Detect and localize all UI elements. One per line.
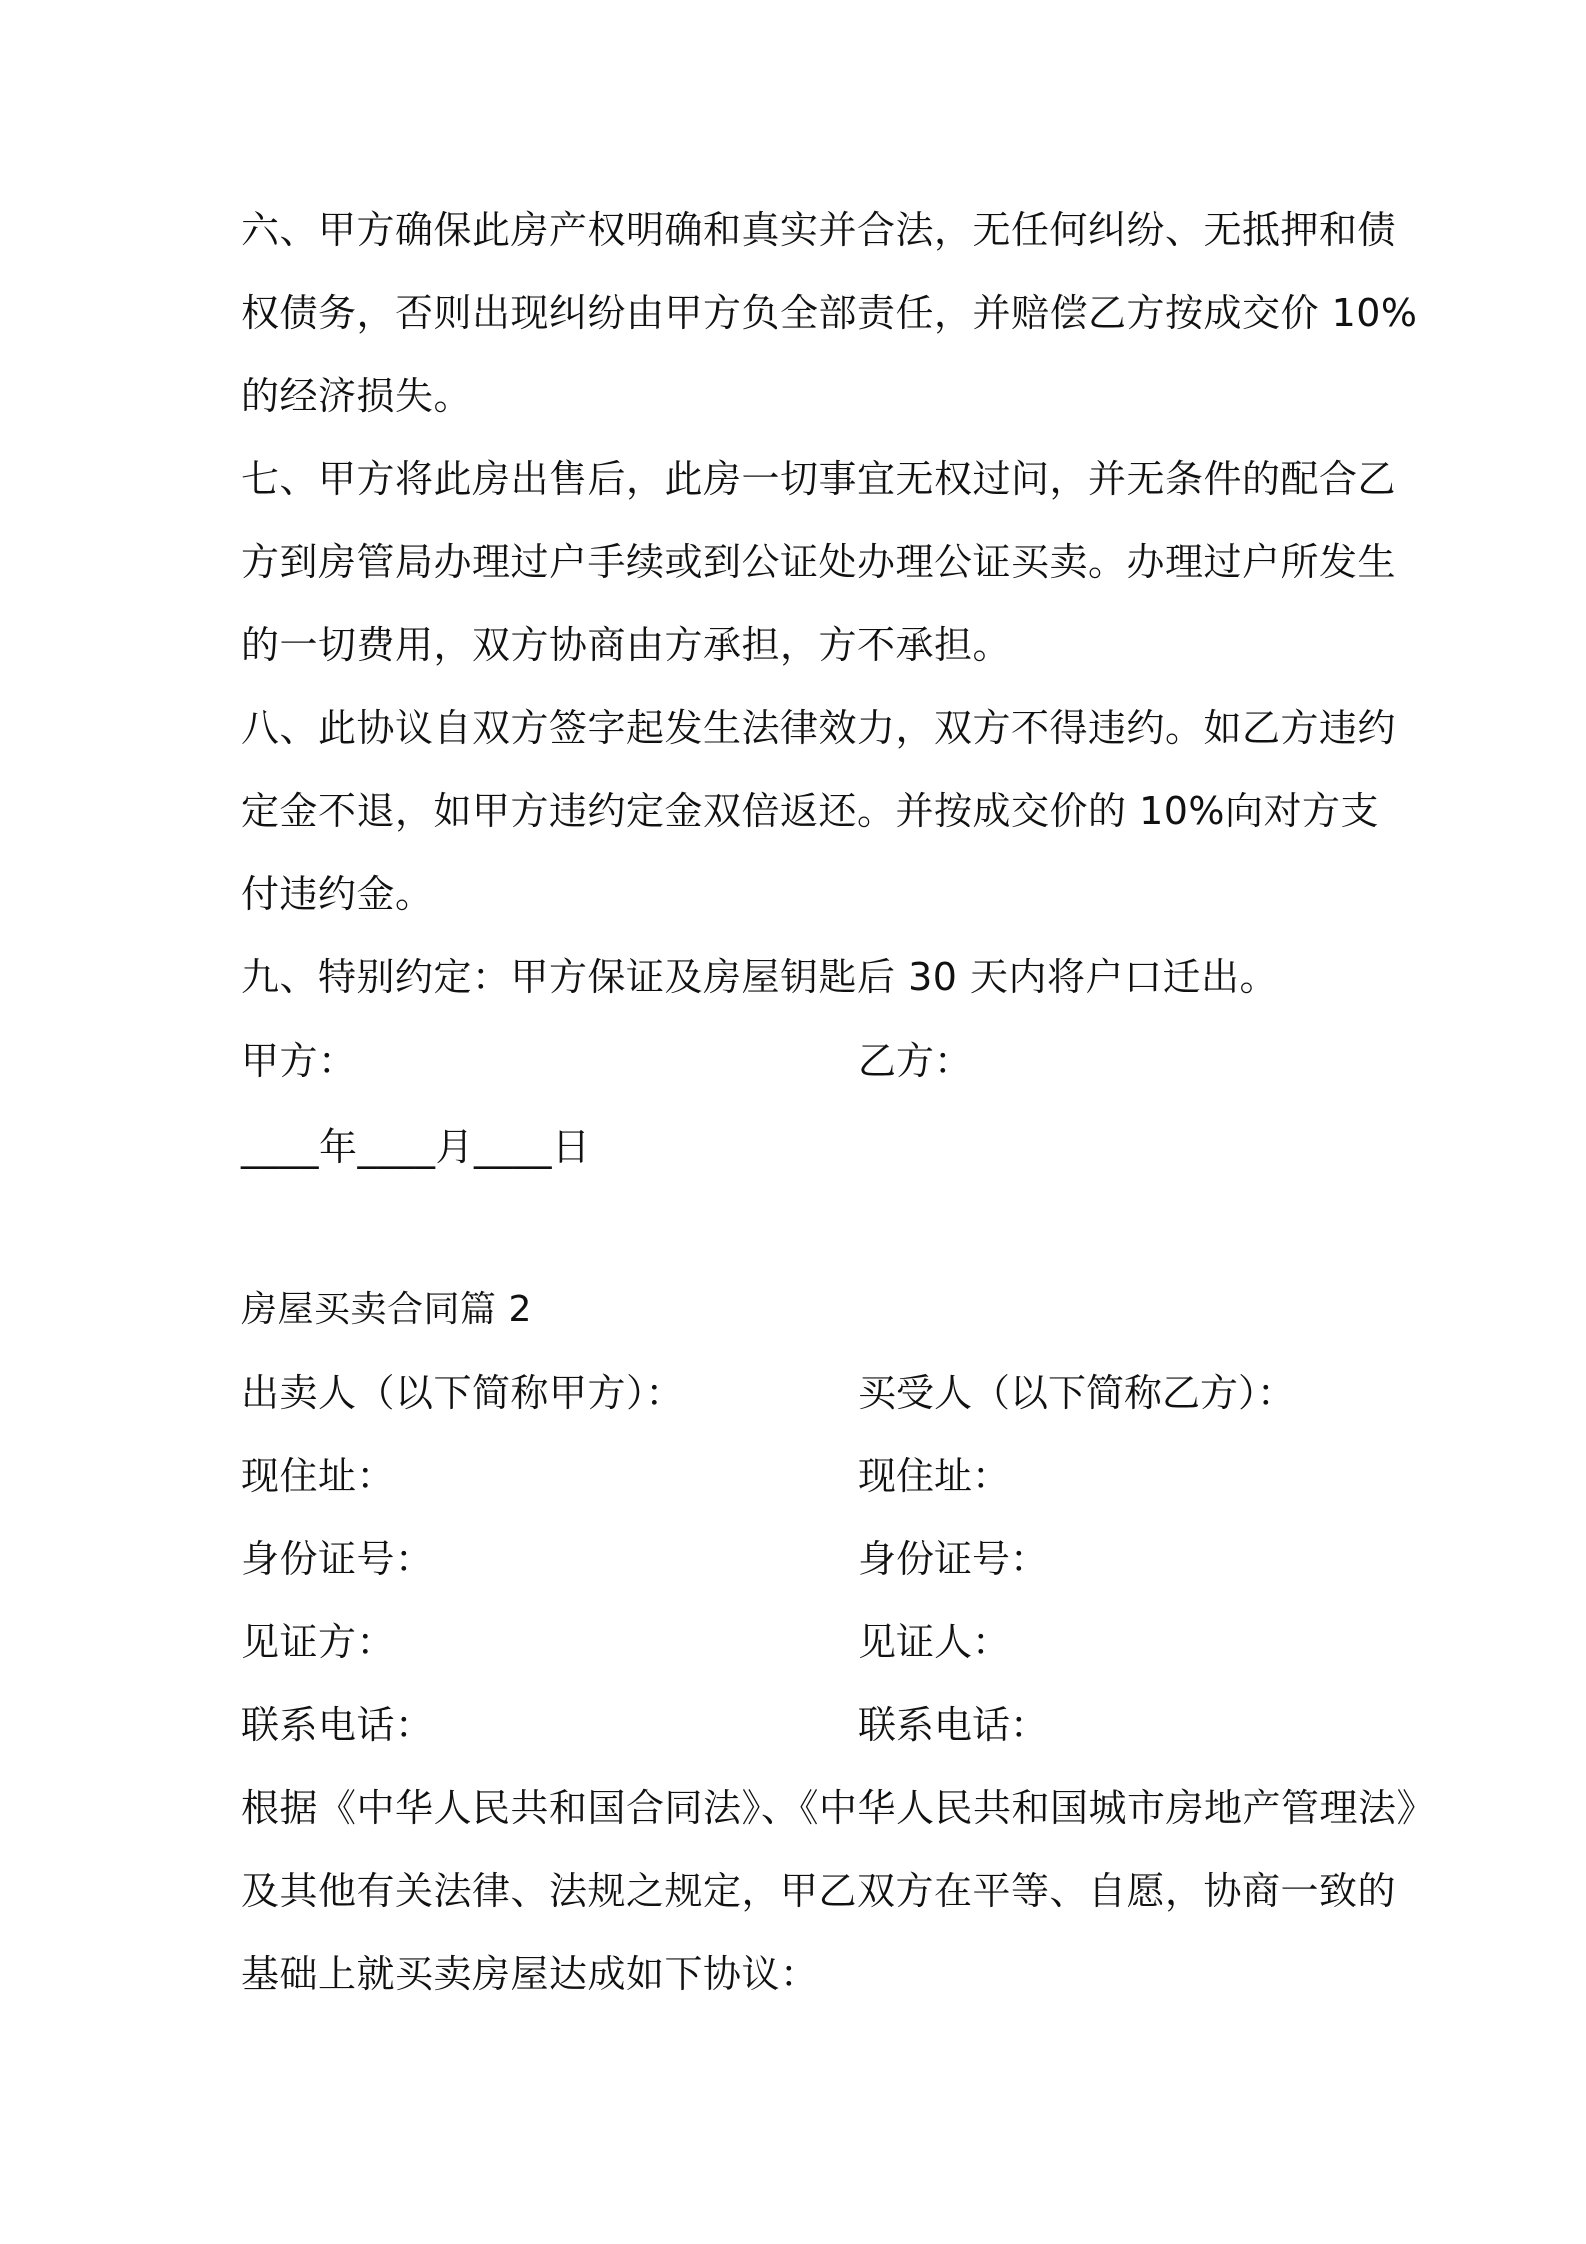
seller-label: 出卖人（以下简称甲方）：: [241, 1371, 685, 1415]
party-a-signature-label: 甲方：: [241, 1039, 357, 1083]
buyer-address-label: 现住址：: [858, 1454, 1011, 1498]
preamble-line-1: 根据《中华人民共和国合同法》、《中华人民共和国城市房地产管理法》: [241, 1786, 1436, 1830]
buyer-label: 买受人（以下简称乙方）：: [858, 1371, 1296, 1415]
buyer-phone-label: 联系电话：: [858, 1703, 1049, 1747]
clause-7-line-3: 的一切费用，双方协商由方承担，方不承担。: [241, 623, 1012, 667]
clause-6-line-2: 权债务，否则出现纠纷由甲方负全部责任，并赔偿乙方按成交价 10%: [241, 291, 1418, 335]
clause-7-line-1: 七、甲方将此房出售后，此房一切事宜无权过问，并无条件的配合乙: [241, 457, 1397, 501]
buyer-id-label: 身份证号：: [858, 1537, 1049, 1581]
clause-8-line-2: 定金不退，如甲方违约定金双倍返还。并按成交价的 10%向对方支: [241, 789, 1380, 833]
party-b-signature-label: 乙方：: [858, 1039, 973, 1083]
clause-8-line-1: 八、此协议自双方签字起发生法律效力，双方不得违约。如乙方违约: [241, 706, 1397, 750]
signature-date: ____年____月____日: [241, 1125, 591, 1169]
clause-9: 九、特别约定：甲方保证及房屋钥匙后 30 天内将户口迁出。: [241, 955, 1279, 999]
clause-8-line-3: 付违约金。: [241, 872, 434, 916]
preamble-line-2: 及其他有关法律、法规之规定，甲乙双方在平等、自愿，协商一致的: [241, 1869, 1397, 1913]
seller-address-label: 现住址：: [241, 1454, 396, 1498]
seller-id-label: 身份证号：: [241, 1537, 434, 1581]
buyer-witness-label: 见证人：: [858, 1620, 1011, 1664]
clause-7-line-2: 方到房管局办理过户手续或到公证处办理公证买卖。办理过户所发生: [241, 540, 1397, 584]
section-2-title: 房屋买卖合同篇 2: [241, 1289, 532, 1330]
clause-6-line-3: 的经济损失。: [241, 374, 473, 418]
clause-6-line-1: 六、甲方确保此房产权明确和真实并合法，无任何纠纷、无抵押和债: [241, 208, 1397, 252]
seller-witness-label: 见证方：: [241, 1620, 396, 1664]
seller-phone-label: 联系电话：: [241, 1703, 434, 1747]
preamble-line-3: 基础上就买卖房屋达成如下协议：: [241, 1952, 819, 1996]
